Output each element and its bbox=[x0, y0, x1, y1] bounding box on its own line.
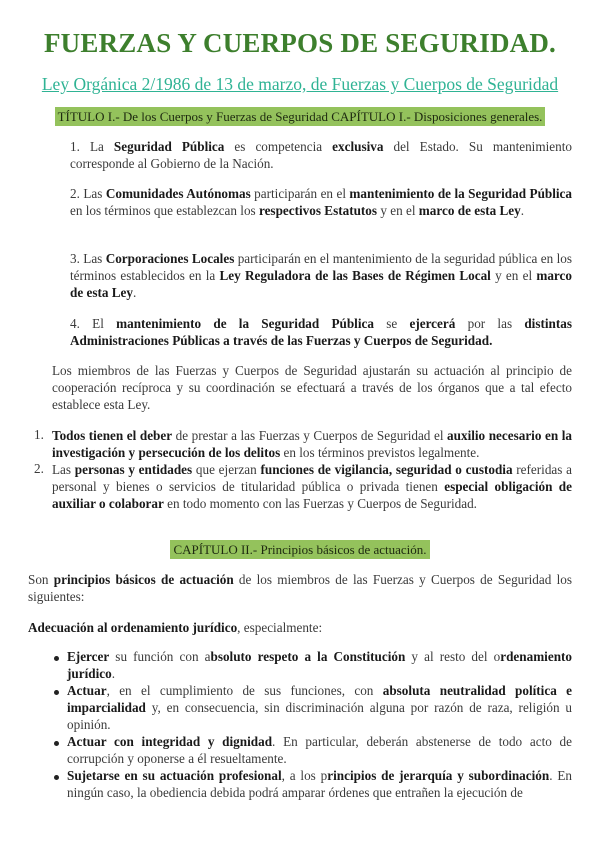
text: 2. Las bbox=[70, 186, 106, 201]
bullet-item bbox=[67, 682, 572, 734]
bullet-icon bbox=[54, 741, 59, 746]
bold-text: bsoluto respeto a la Constitución bbox=[210, 649, 406, 664]
list-item bbox=[52, 461, 572, 513]
bold-text: exclusiva bbox=[332, 139, 384, 154]
bold-text: Comunidades Autónomas bbox=[105, 186, 251, 201]
text: participarán en el mantenimiento de la seguridad pública en los términos establecidos en la bbox=[70, 251, 572, 284]
text: en todo momento con las Fuerzas y Cuerpos de Seguridad. bbox=[163, 496, 477, 512]
bold-text: Actuar bbox=[67, 683, 107, 698]
text: y, en consecuencia, sin discriminación alguna por razón de raza, religión u opinión. bbox=[67, 700, 572, 733]
text: y en el bbox=[377, 203, 419, 219]
heading-titulo-1 bbox=[0, 109, 600, 125]
bold-text: Ley Reguladora de las Bases de Régimen Local bbox=[219, 268, 491, 284]
text: y en el bbox=[490, 268, 537, 284]
bullet-item bbox=[67, 767, 572, 801]
bullet-icon bbox=[54, 775, 59, 780]
bold-text: funciones de vigilancia, seguridad o custodia bbox=[260, 462, 513, 477]
bold-text: rincipios de jerarquía y subordinación bbox=[327, 768, 550, 783]
bold-text: Ejercer bbox=[67, 649, 110, 664]
article-paragraph-4 bbox=[70, 315, 572, 349]
cooperation-paragraph bbox=[52, 362, 572, 414]
bold-text: rdenamiento jurídico bbox=[67, 649, 573, 682]
bullet-icon bbox=[54, 690, 59, 695]
text: su función con a bbox=[109, 649, 211, 664]
text: Las bbox=[52, 462, 75, 477]
list-number: 1. bbox=[34, 427, 44, 442]
bold-text: mantenimiento de la Seguridad Pública bbox=[116, 316, 374, 331]
law-link[interactable]: Ley Orgánica 2/1986 de 13 de marzo, de Fuerzas y Cuerpos de Seguridad bbox=[41, 74, 559, 94]
bullet-item bbox=[67, 648, 572, 682]
text: es competencia bbox=[224, 139, 333, 154]
text: 1. La bbox=[70, 139, 114, 154]
text: 4. El bbox=[70, 316, 117, 331]
text: Son bbox=[28, 572, 54, 587]
text: en los términos que establezcan los bbox=[70, 203, 259, 219]
text: 3. Las bbox=[70, 251, 106, 266]
bold-text: especial obligación de auxiliar o colaborar bbox=[52, 479, 572, 512]
document-title: FUERZAS Y CUERPOS DE SEGURIDAD. bbox=[43, 28, 556, 58]
text: . bbox=[111, 666, 115, 682]
text: que ejerzan bbox=[192, 462, 261, 477]
text: . bbox=[520, 203, 525, 219]
text: participarán en el bbox=[250, 186, 350, 201]
bold-text: marco de esta Ley bbox=[70, 268, 572, 301]
bold-text: absoluta neutralidad política e imparcialidad bbox=[67, 683, 572, 716]
bold-text: Seguridad Pública bbox=[113, 139, 225, 154]
text: de los miembros de las Fuerzas y Cuerpos de Seguridad los siguientes: bbox=[28, 572, 572, 605]
text: , en el cumplimiento de sus funciones, con bbox=[106, 683, 383, 698]
bold-text: distintas Administraciones Públicas a través de las Fuerzas y Cuerpos de Seguridad. bbox=[70, 316, 572, 349]
bold-text: Corporaciones Locales bbox=[105, 251, 235, 266]
text: , especialmente: bbox=[237, 620, 323, 635]
bold-text: respectivos Estatutos bbox=[258, 203, 378, 219]
bold-text: Actuar con integridad y dignidad bbox=[67, 734, 273, 749]
text: por las bbox=[455, 316, 525, 331]
bold-text: ejercerá bbox=[409, 316, 456, 331]
principles-intro bbox=[28, 571, 572, 605]
text: del Estado. Su mantenimiento corresponde al Gobierno de la Nación. bbox=[70, 139, 572, 172]
highlighted-heading: TÍTULO I.- De los Cuerpos y Fuerzas de Seguridad CAPÍTULO I.- Disposiciones generales. bbox=[55, 107, 546, 126]
article-paragraph-2 bbox=[70, 185, 572, 219]
bold-text: principios básicos de actuación bbox=[53, 572, 234, 587]
text: y al resto del o bbox=[405, 649, 501, 664]
principle-heading bbox=[28, 619, 572, 636]
bullet-icon bbox=[54, 656, 59, 661]
text: , a los p bbox=[281, 768, 328, 783]
bold-text: Adecuación al ordenamiento jurídico bbox=[28, 620, 238, 635]
text: . En ningún caso, la obediencia debida podrá amparar órdenes que entrañen la ejecución de bbox=[67, 768, 572, 801]
text: referidas a personal y bienes o servicios de titularidad pública o privada tienen bbox=[52, 462, 572, 495]
text: de prestar a las Fuerzas y Cuerpos de Seguridad el bbox=[172, 428, 448, 443]
text: Los miembros de las Fuerzas y Cuerpos de Seguridad ajustarán su actuación al principio de cooperación recíproca y su coordinación se efectuará a través de los órganos que a tal efecto establece esta Ley. bbox=[52, 363, 572, 413]
bold-text: auxilio necesario en la investigación y persecución de los delitos bbox=[52, 428, 572, 461]
bullet-item bbox=[67, 733, 572, 767]
article-paragraph-1 bbox=[70, 138, 572, 172]
text: en los términos previstos legalmente. bbox=[280, 445, 480, 461]
text: . bbox=[133, 285, 137, 301]
bold-text: personas y entidades bbox=[74, 462, 193, 477]
list-number: 2. bbox=[34, 461, 44, 476]
highlighted-heading: CAPÍTULO II.- Principios básicos de actuación. bbox=[170, 540, 429, 559]
bold-text: marco de esta Ley bbox=[418, 203, 521, 219]
list-item bbox=[52, 427, 572, 461]
bold-text: Todos tienen el deber bbox=[52, 428, 173, 443]
bold-text: Sujetarse en su actuación profesional bbox=[67, 768, 282, 783]
text: se bbox=[373, 316, 410, 331]
article-paragraph-3 bbox=[70, 250, 572, 302]
bold-text: mantenimiento de la Seguridad Pública bbox=[349, 186, 573, 201]
heading-capitulo-2 bbox=[0, 542, 600, 558]
text: . En particular, deberán abstenerse de todo acto de corrupción y oponerse a él resueltamente. bbox=[67, 734, 572, 767]
